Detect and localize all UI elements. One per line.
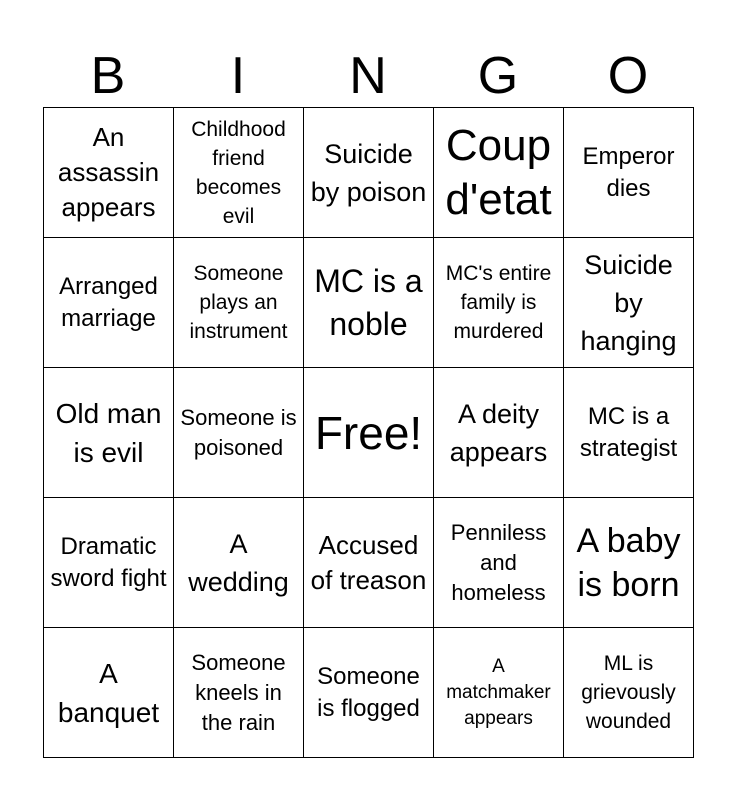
bingo-cell[interactable] bbox=[434, 368, 564, 498]
cell-text: Suicide by hanging bbox=[580, 249, 677, 356]
bingo-cell[interactable] bbox=[434, 238, 564, 368]
cell-text: A wedding bbox=[188, 528, 289, 597]
header-letter-g: G bbox=[477, 47, 519, 105]
grid-row bbox=[44, 238, 694, 368]
cell-text: A baby is born bbox=[576, 521, 681, 604]
bingo-cell[interactable] bbox=[304, 628, 434, 758]
cell-text: Suicide by poison bbox=[310, 138, 427, 207]
cell-text: Penniless and homeless bbox=[450, 519, 547, 605]
bingo-cell[interactable] bbox=[304, 108, 434, 238]
bingo-cell[interactable] bbox=[564, 108, 694, 238]
bingo-cell[interactable] bbox=[564, 368, 694, 498]
header-letter-i: I bbox=[230, 47, 246, 105]
header-letter-b: B bbox=[90, 47, 126, 105]
cell-text: Old man is evil bbox=[55, 397, 162, 468]
cell-text: MC is a noble bbox=[314, 262, 423, 342]
cell-text: A matchmaker appears bbox=[446, 655, 551, 729]
bingo-cell[interactable] bbox=[564, 628, 694, 758]
cell-text: Someone is flogged bbox=[317, 662, 420, 722]
bingo-cell[interactable] bbox=[174, 628, 304, 758]
cell-text: A banquet bbox=[57, 657, 160, 728]
bingo-cell[interactable] bbox=[304, 238, 434, 368]
bingo-cell[interactable] bbox=[434, 498, 564, 628]
bingo-cell[interactable] bbox=[434, 108, 564, 238]
cell-text: Childhood friend becomes evil bbox=[191, 117, 286, 228]
cell-text: Emperor dies bbox=[582, 142, 675, 202]
cell-text: A deity appears bbox=[449, 398, 548, 467]
cell-text: ML is grievously wounded bbox=[581, 652, 676, 733]
cell-text: Accused of treason bbox=[310, 529, 427, 595]
cell-text: Someone is poisoned bbox=[180, 404, 297, 460]
bingo-cell[interactable] bbox=[44, 238, 174, 368]
bingo-header bbox=[43, 46, 693, 106]
cell-text: MC's entire family is murdered bbox=[445, 262, 552, 343]
cell-text: Arranged marriage bbox=[59, 272, 158, 332]
bingo-card-grid bbox=[43, 107, 694, 758]
bingo-cell[interactable] bbox=[564, 498, 694, 628]
grid-row bbox=[44, 498, 694, 628]
cell-text: An assassin appears bbox=[57, 122, 160, 222]
bingo-cell[interactable] bbox=[304, 498, 434, 628]
grid-row bbox=[44, 108, 694, 238]
cell-text: Dramatic sword fight bbox=[50, 532, 167, 592]
bingo-cell[interactable] bbox=[434, 628, 564, 758]
bingo-cell[interactable] bbox=[174, 108, 304, 238]
bingo-cell[interactable] bbox=[174, 498, 304, 628]
bingo-cell[interactable] bbox=[174, 238, 304, 368]
bingo-cell[interactable] bbox=[44, 368, 174, 498]
free-space-text: Free! bbox=[314, 406, 423, 459]
cell-text: Coup d'etat bbox=[445, 120, 552, 224]
bingo-cell[interactable] bbox=[174, 368, 304, 498]
bingo-cell[interactable] bbox=[44, 498, 174, 628]
cell-text: MC is a strategist bbox=[579, 402, 678, 462]
grid-row bbox=[44, 628, 694, 758]
bingo-cell[interactable] bbox=[44, 628, 174, 758]
bingo-cell[interactable] bbox=[304, 368, 434, 498]
grid-row bbox=[44, 368, 694, 498]
cell-text: Someone kneels in the rain bbox=[191, 649, 286, 735]
header-letter-n: N bbox=[349, 47, 387, 105]
bingo-cell[interactable] bbox=[44, 108, 174, 238]
bingo-cell[interactable] bbox=[564, 238, 694, 368]
cell-text: Someone plays an instrument bbox=[189, 262, 288, 343]
header-letter-o: O bbox=[607, 47, 649, 105]
